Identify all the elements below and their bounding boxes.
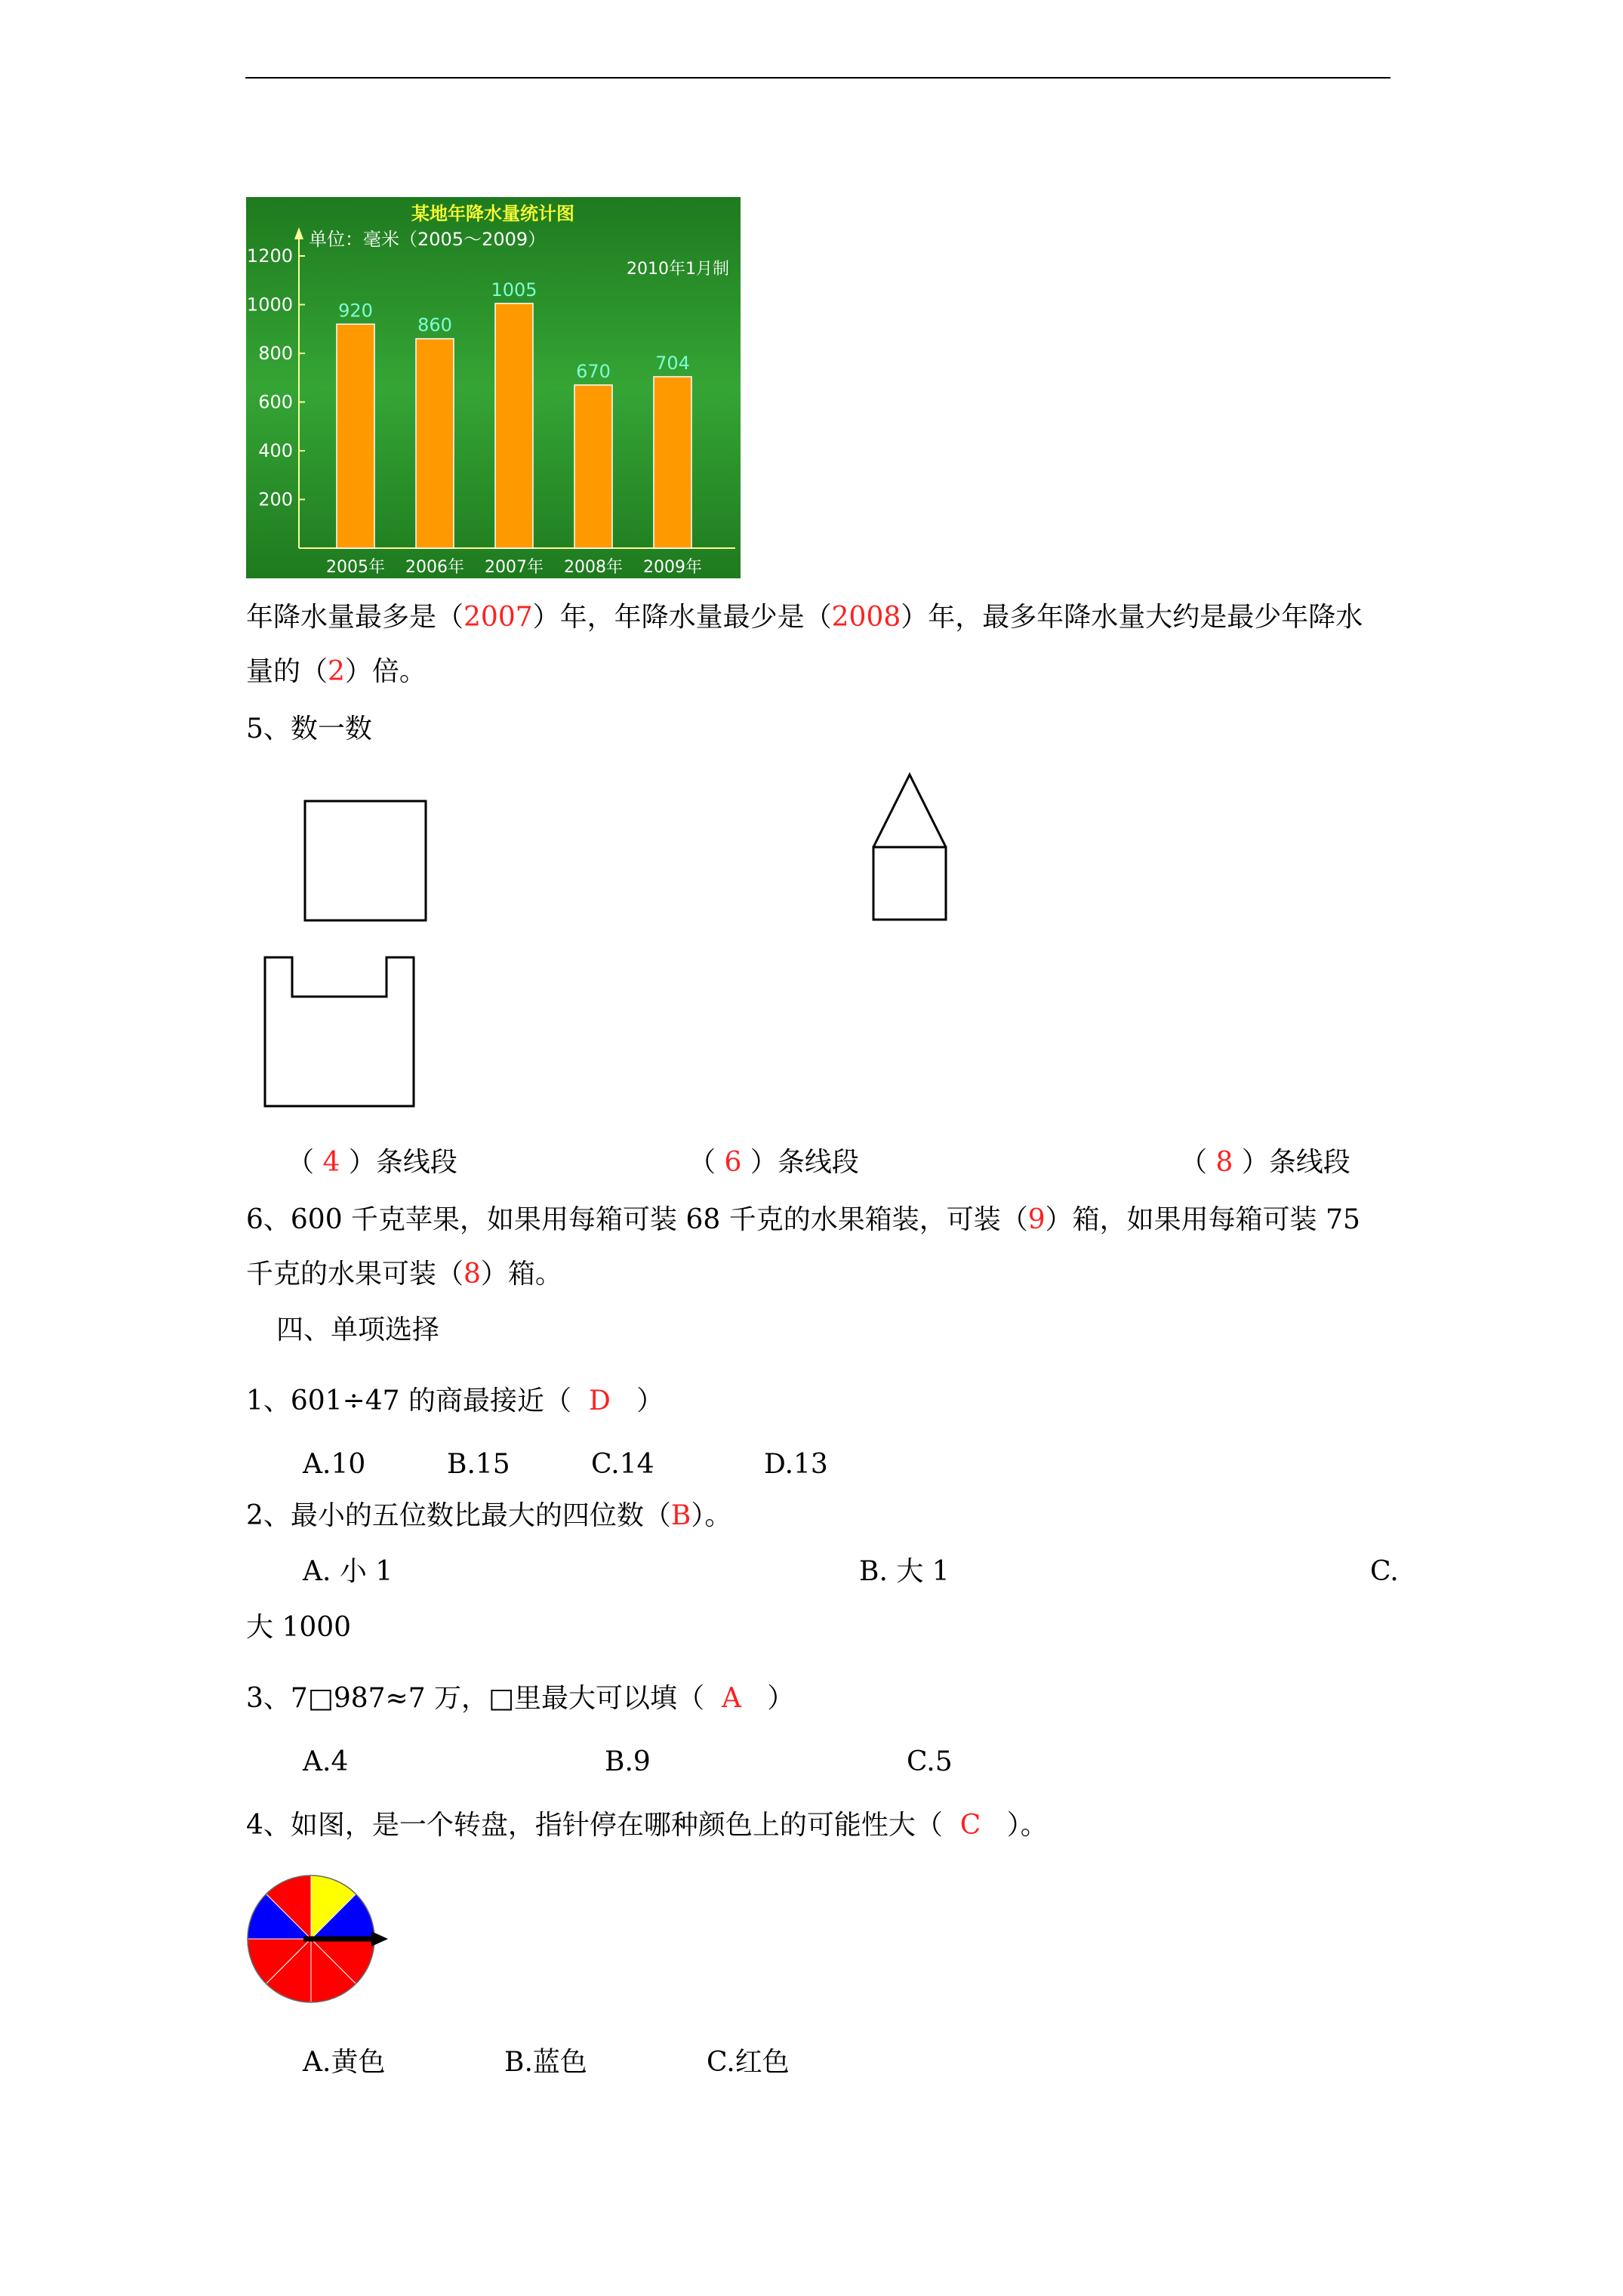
mc1-option-a: A.10 xyxy=(303,1449,366,1480)
chart-subtitle: 单位：毫米（2005～2009） xyxy=(309,229,547,250)
bar-value-label: 704 xyxy=(655,352,690,374)
mc1-question: 1、601÷47 的商最接近（ D ） xyxy=(246,1385,664,1416)
q5-answer-3: （ 8 ）条线段 xyxy=(1180,1147,1350,1178)
mc2-option-b: B. 大 1 xyxy=(859,1556,950,1587)
chart-note: 2010年1月制 xyxy=(627,260,729,279)
mc4-answer: C xyxy=(959,1810,981,1841)
color-spinner xyxy=(246,1872,390,2008)
y-tick-label: 800 xyxy=(258,343,293,364)
section-4-title: 四、单项选择 xyxy=(276,1314,440,1345)
bar-value-label: 920 xyxy=(338,300,373,322)
mc3-answer: A xyxy=(721,1683,741,1714)
q4-line-2: 量的（2）倍。 xyxy=(246,656,427,687)
notched-shape xyxy=(260,953,423,1111)
x-tick-label: 2005年 xyxy=(326,558,385,577)
mc3-option-b: B.9 xyxy=(605,1746,651,1777)
q6-line-1: 6、600 千克苹果，如果用每箱可装 68 千克的水果箱装，可装（9）箱，如果用每箱可装 75 xyxy=(246,1204,1360,1235)
bar xyxy=(574,385,612,548)
q5-answer-2: （ 6 ）条线段 xyxy=(688,1147,859,1178)
square-shape xyxy=(300,797,429,925)
bar-value-label: 670 xyxy=(576,360,611,382)
mc4-question: 4、如图，是一个转盘，指针停在哪种颜色上的可能性大（ C ）。 xyxy=(246,1810,1048,1841)
bar xyxy=(654,377,691,548)
y-tick-label: 200 xyxy=(258,488,293,510)
y-tick-label: 400 xyxy=(258,440,293,461)
x-tick-label: 2008年 xyxy=(564,558,623,577)
q4-answer-3: 2 xyxy=(328,656,345,687)
q6-line-2: 千克的水果可装（8）箱。 xyxy=(246,1259,562,1290)
header-rule xyxy=(245,77,1390,79)
spinner-arrow-icon xyxy=(371,1931,388,1946)
bar xyxy=(337,324,374,548)
mc2-option-a: A. 小 1 xyxy=(303,1556,393,1587)
x-tick-label: 2007年 xyxy=(485,558,544,577)
q6-answer-2: 8 xyxy=(463,1259,481,1290)
bar-value-label: 860 xyxy=(417,314,452,336)
mc2-answer: B xyxy=(670,1500,691,1531)
mc1-option-b: B.15 xyxy=(447,1449,510,1480)
mc2-option-c-wrap: 大 1000 xyxy=(246,1612,352,1643)
q4-line-1: 年降水量最多是（2007）年，年降水量最少是（2008）年，最多年降水量大约是最少年降水 xyxy=(246,602,1363,633)
mc4-option-c: C.红色 xyxy=(707,2047,790,2078)
q6-answer-1: 9 xyxy=(1027,1204,1046,1235)
mc3-option-c: C.5 xyxy=(907,1746,953,1777)
mc4-option-a: A.黄色 xyxy=(303,2047,386,2078)
q4-answer-2: 2008 xyxy=(831,602,901,633)
q5-answer-1: （ 4 ）条线段 xyxy=(287,1147,457,1178)
chart-title: 某地年降水量统计图 xyxy=(411,203,574,224)
mc1-option-c: C.14 xyxy=(591,1449,654,1480)
q5-title: 5、数一数 xyxy=(246,713,372,744)
bar xyxy=(416,339,454,548)
x-tick-label: 2009年 xyxy=(643,558,702,577)
bar xyxy=(495,304,533,548)
y-tick-label: 1000 xyxy=(246,294,293,316)
y-tick-label: 600 xyxy=(258,391,293,413)
mc2-option-c: C. xyxy=(1370,1556,1399,1587)
mc3-question: 3、7□987≈7 万，□里最大可以填（ A ） xyxy=(246,1683,795,1714)
rainfall-bar-chart xyxy=(246,197,741,578)
mc3-option-a: A.4 xyxy=(303,1746,349,1777)
q4-answer-1: 2007 xyxy=(463,602,533,633)
mc1-answer: D xyxy=(588,1385,611,1416)
x-tick-label: 2006年 xyxy=(405,558,464,577)
mc2-question: 2、最小的五位数比最大的四位数（B）。 xyxy=(246,1500,732,1531)
mc1-option-d: D.13 xyxy=(764,1449,828,1480)
house-shape xyxy=(867,770,953,925)
bar-value-label: 1005 xyxy=(491,279,537,300)
mc4-option-b: B.蓝色 xyxy=(504,2047,587,2078)
y-tick-label: 1200 xyxy=(246,245,293,267)
